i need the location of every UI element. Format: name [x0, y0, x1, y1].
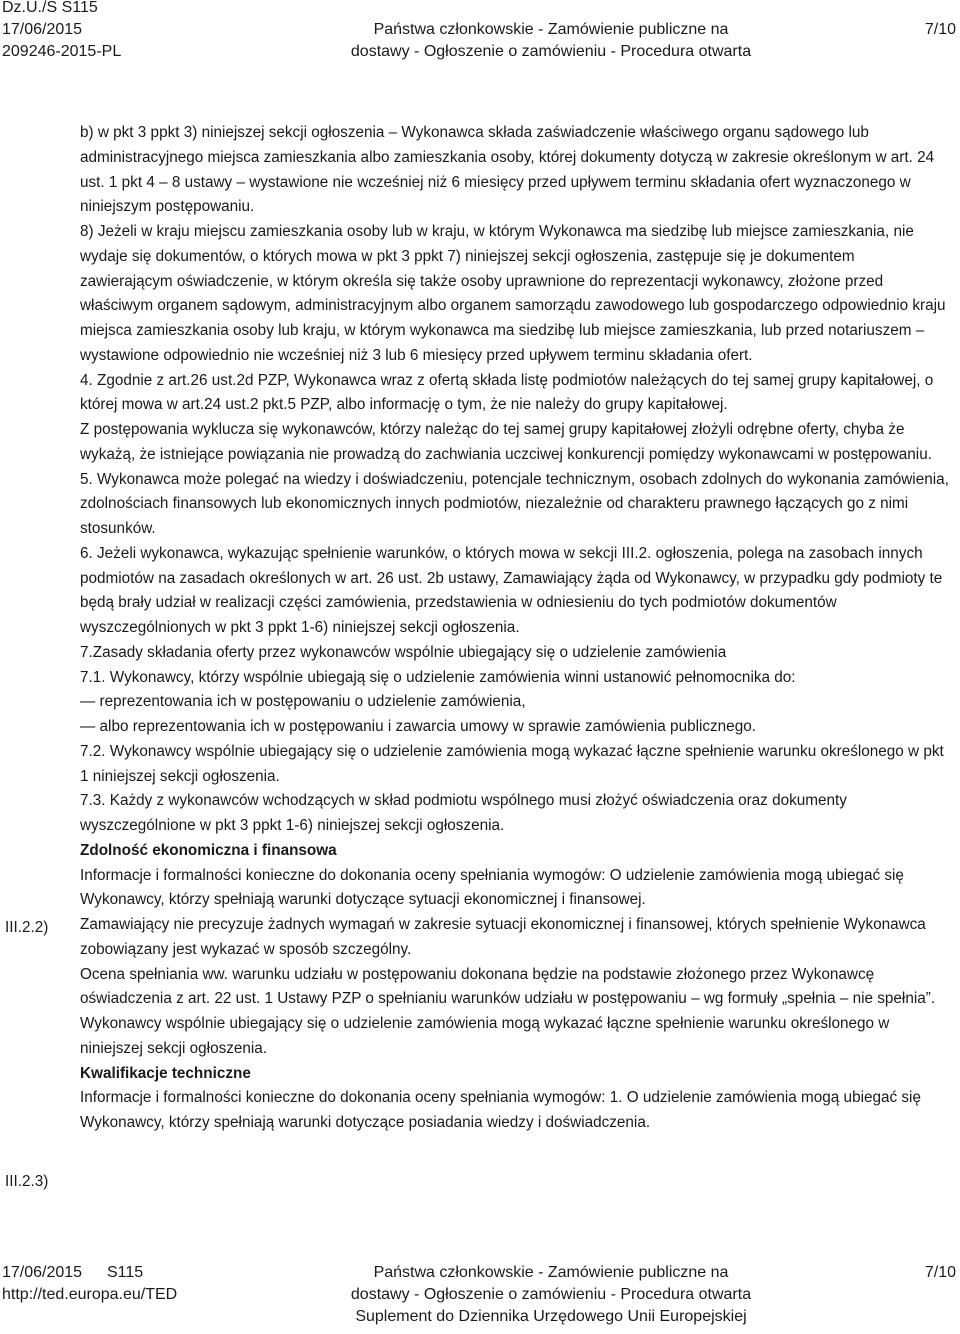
- paragraph: 5. Wykonawca może polegać na wiedzy i doświadczeniu, potencjale technicznym, osobach zdolnych do wykonania zamówienia, zdolnościach finansowych lub ekonomicznych innych podmiotów, niezależnie od charakteru prawnego łączących go z nimi stosunków.: [80, 470, 949, 537]
- paragraph: Z postępowania wyklucza się wykonawców, którzy należąc do tej samej grupy kapitałowej złożyli odrębne oferty, chyba że wykażą, że istniejące powiązania nie prowadzą do zachwiania uczciwej konkurencji pomiędzy wykonawcami w postępowaniu.: [80, 421, 932, 463]
- header-notice-id: 209246-2015-PL: [2, 43, 122, 60]
- header-reference: [2, 0, 121, 63]
- paragraph: 7.Zasady składania oferty przez wykonawców wspólnie ubiegający się o udzielenie zamówienia: [80, 643, 727, 661]
- section-number-iii-2-3: III.2.3): [5, 1173, 49, 1190]
- list-item: — reprezentowania ich w postępowaniu o udzielenie zamówienia,: [80, 693, 526, 711]
- footer-title-line-1: Państwa członkowskie - Zamówienie publiczne na: [373, 1264, 729, 1281]
- footer-date: 17/06/2015: [2, 1264, 83, 1281]
- document-body: [80, 121, 950, 1136]
- footer-url[interactable]: http://ted.europa.eu/TED: [2, 1286, 178, 1303]
- list-item: — albo reprezentowania ich w postępowaniu i zawarcia umowy w sprawie zamówienia publicznego.: [80, 718, 756, 735]
- section-title-economic-capacity: Zdolność ekonomiczna i finansowa: [80, 841, 337, 859]
- paragraph: 4. Zgodnie z art.26 ust.2d PZP, Wykonawca wraz z ofertą składa listę podmiotów należących do tej samej grupy kapitałowej, o której mowa w art.24 ust.2 pkt.5 PZP, albo informację o tym, że nie należy do grupy kapitałowej.: [80, 371, 934, 414]
- header-title: [290, 19, 812, 63]
- paragraph: Informacje i formalności konieczne do dokonania oceny spełniania wymogów: O udzielenie zamówienia mogą ubiegać się Wykonawcy, którzy spełniają warunki dotyczące sytuacji ekonomicznej i finansowej.: [80, 866, 904, 909]
- footer-page-number: 7/10: [924, 1264, 956, 1281]
- paragraph: b) w pkt 3 ppkt 3) niniejszej sekcji ogłoszenia – Wykonawca składa zaświadczenie właściwego organu sądowego lub administracyjnego miejsca zamieszkania albo zamieszkania osoby, której dokumenty dotyczą w zakresie określonym w art. 24 ust. 1 pkt 4 – 8 ustawy – wystawione nie wcześniej niż 6 miesięcy przed upływem terminu składania ofert wyznaczonego w niniejszym postępowaniu.: [80, 124, 935, 216]
- header-date: 17/06/2015: [2, 21, 83, 38]
- section-number-iii-2-2: III.2.2): [5, 919, 49, 936]
- footer-reference: [2, 1262, 177, 1306]
- paragraph: Ocena spełniania ww. warunku udziału w postępowaniu dokonana będzie na podstawie złożonego przez Wykonawcę oświadczenia z art. 22 ust. 1 Ustawy PZP o spełnianiu warunków udziału w postępowaniu – wg formuły „spełnia – nie spełnia”.: [80, 965, 936, 1008]
- paragraph: 7.2. Wykonawcy wspólnie ubiegający się o udzielenie zamówienia mogą wykazać łączne spełnienie warunku określonego w pkt 1 niniejszej sekcji ogłoszenia.: [80, 742, 944, 785]
- header-page-number: 7/10: [924, 21, 956, 38]
- footer-issue: S115: [107, 1264, 144, 1281]
- footer-title: [290, 1262, 812, 1328]
- paragraph: 7.1. Wykonawcy, którzy wspólnie ubiegają się o udzielenie zamówienia winni ustanowić pełnomocnika do:: [80, 668, 796, 686]
- header-title-line-1: Państwa członkowskie - Zamówienie publiczne na: [373, 21, 729, 38]
- paragraph: Wykonawcy wspólnie ubiegający się o udzielenie zamówienia mogą wykazać łączne spełnienie warunku określonego w niniejszej sekcji ogłoszenia.: [80, 1015, 890, 1057]
- header-journal-ref: Dz.U./S S115: [2, 0, 98, 16]
- footer-title-line-3: Suplement do Dziennika Urzędowego Unii Europejskiej: [355, 1308, 747, 1325]
- paragraph: 8) Jeżeli w kraju miejscu zamieszkania osoby lub w kraju, w którym Wykonawca ma siedzibę lub miejsce zamieszkania, nie wydaje się dokumentów, o których mowa w pkt 3 ppkt 7) niniejszej sekcji ogłoszenia, zastępuje się je dokumentem zawierającym oświadczenie, w którym określa się także osoby uprawnione do reprezentacji wykonawcy, złożone przed właściwym organem sądowym, administracyjnym albo organem samorządu zawodowego lub gospodarczego odpowiednio kraju miejsca zamieszkania osoby lub kraju, w którym wykonawca ma siedzibę lub miejsce zamieszkania, lub przed notariuszem – wystawione odpowiednio nie wcześniej niż 3 lub 6 miesięcy przed upływem terminu składania ofert.: [80, 223, 946, 364]
- paragraph: 7.3. Każdy z wykonawców wchodzących w skład podmiotu wspólnego musi złożyć oświadczenia oraz dokumenty wyszczególnione w pkt 3 ppkt 1-6) niniejszej sekcji ogłoszenia.: [80, 792, 847, 834]
- paragraph: Zamawiający nie precyzuje żadnych wymagań w zakresie sytuacji ekonomicznej i finansowej, których spełnienie Wykonawca zobowiązany jest wykazać w sposób szczególny.: [80, 916, 926, 958]
- section-title-technical-qualifications: Kwalifikacje techniczne: [80, 1064, 251, 1082]
- paragraph: Informacje i formalności konieczne do dokonania oceny spełniania wymogów: 1. O udzielenie zamówienia mogą ubiegać się Wykonawcy, którzy spełniają warunki dotyczące posiadania wiedzy i doświadczenia.: [80, 1089, 921, 1131]
- header-title-line-2: dostawy - Ogłoszenie o zamówieniu - Procedura otwarta: [350, 43, 752, 60]
- footer-title-line-2: dostawy - Ogłoszenie o zamówieniu - Procedura otwarta: [350, 1286, 752, 1303]
- paragraph: 6. Jeżeli wykonawca, wykazując spełnienie warunków, o których mowa w sekcji III.2. ogłoszenia, polega na zasobach innych podmiotów na zasadach określonych w art. 26 ust. 2b ustawy, Zamawiający żąda od Wykonawcy, w przypadku gdy podmioty te będą brały udział w realizacji części zamówienia, przedstawienia w odniesieniu do tych podmiotów dokumentów wyszczególnionych w pkt 3 ppkt 1-6) niniejszej sekcji ogłoszenia.: [80, 544, 943, 636]
